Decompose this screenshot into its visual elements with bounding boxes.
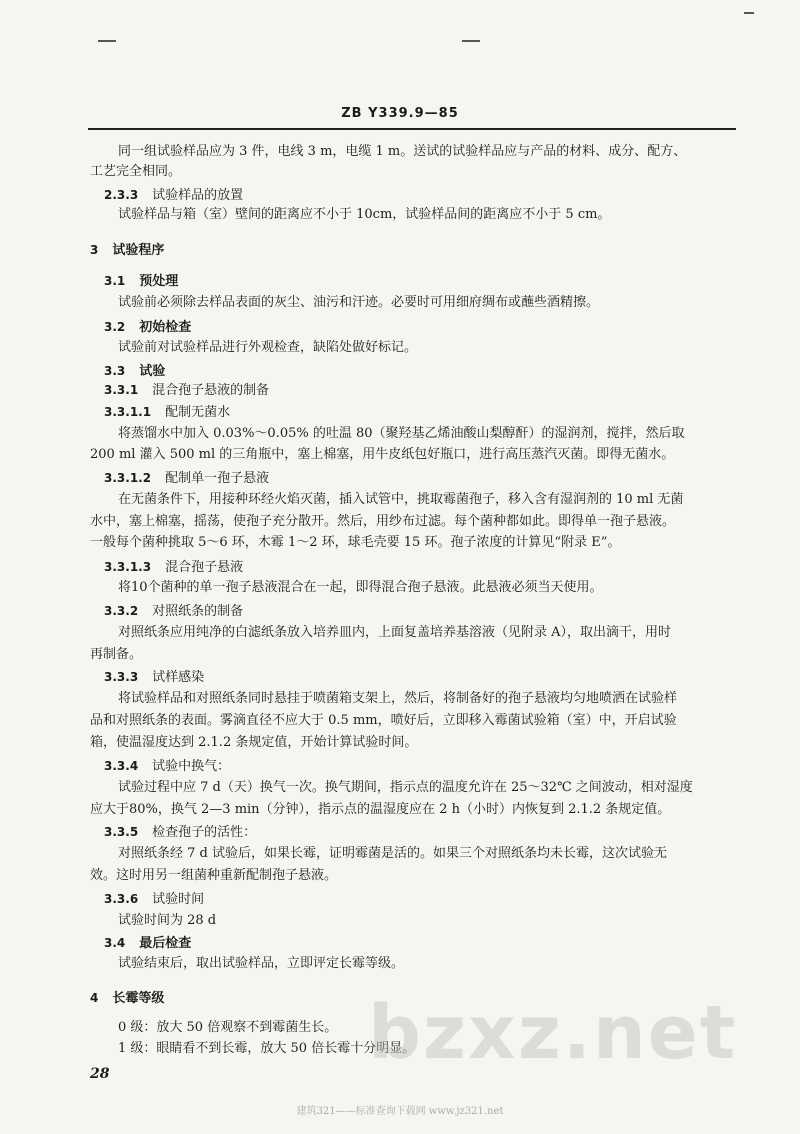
- section-heading: [104, 272, 178, 291]
- section-heading: [104, 469, 269, 488]
- section-heading: [104, 362, 165, 381]
- paragraph-line: 试验前对试验样品进行外观检查，缺陷处做好标记。: [118, 340, 418, 355]
- paragraph-line: 品和对照纸条的表面。雾滴直径不应大于 0.5 mm，喷好后，立即移入霉菌试验箱（室）中，开启试验: [90, 713, 677, 728]
- section-number: 3.4: [104, 936, 126, 950]
- section-number: 3.3.1.3: [104, 560, 152, 574]
- paragraph-line: 应大于80%，换气 2—3 min（分钟），指示点的温湿度应在 2 h（小时）内恢复到 2.1.2 条规定值。: [90, 802, 671, 817]
- section-number: 3.3.1.1: [104, 405, 152, 419]
- paragraph-line: 200 ml 灌入 500 ml 的三角瓶中，塞上棉塞，用牛皮纸包好瓶口，进行高压蒸汽灭菌。即得无菌水。: [90, 447, 675, 462]
- section-heading: [104, 403, 230, 422]
- section-number: 4: [90, 991, 99, 1005]
- scan-mark: [98, 40, 116, 42]
- paragraph-line: 将10个菌种的单一孢子悬液混合在一起，即得混合孢子悬液。此悬液必须当天使用。: [118, 580, 603, 595]
- section-heading: [104, 558, 243, 577]
- section-number: 3.3: [104, 364, 126, 378]
- section-title: 混合孢子悬液: [165, 560, 244, 575]
- standard-code-header: ZB Y339.9—85: [341, 106, 459, 121]
- section-heading: [104, 602, 243, 621]
- section-number: 3.3.1.2: [104, 471, 152, 485]
- paragraph-line: 在无菌条件下，用接种环经火焰灭菌，插入试管中，挑取霉菌孢子，移入含有湿润剂的 10 ml 无菌: [118, 492, 684, 507]
- paragraph-line: 0 级：放大 50 倍观察不到霉菌生长。: [118, 1020, 338, 1035]
- paragraph-line: 水中，塞上棉塞，摇荡，使孢子充分散开。然后，用纱布过滤。每个菌种都如此。即得单一孢子悬液。: [90, 514, 676, 529]
- section-title: 混合孢子悬液的制备: [152, 383, 270, 398]
- section-title: 最后检查: [139, 936, 192, 951]
- paragraph-line: 工艺完全相同。: [90, 164, 182, 179]
- paragraph-line: 一般每个菌种挑取 5～6 环，木霉 1～2 环，球毛壳要 15 环。孢子浓度的计算见“附录 E”。: [90, 535, 621, 550]
- section-heading: [104, 381, 269, 400]
- section-title: 试样感染: [152, 670, 205, 685]
- paragraph-line: 效。这时用另一组菌种重新配制孢子悬液。: [90, 868, 338, 883]
- section-number: 3.3.6: [104, 892, 139, 906]
- paragraph-line: 箱，使温湿度达到 2.1.2 条规定值，开始计算试验时间。: [90, 735, 418, 750]
- watermark: bzxz.net: [368, 990, 738, 1076]
- section-number: 3.3.1: [104, 383, 139, 397]
- section-number: 3.3.5: [104, 825, 139, 839]
- scan-mark: [462, 40, 480, 42]
- section-number: 2.3.3: [104, 188, 139, 202]
- paragraph-line: 试验过程中应 7 d（天）换气一次。换气期间，指示点的温度允许在 25～32℃ 之间波动，相对湿度: [118, 780, 693, 795]
- paragraph-line: 再制备。: [90, 647, 143, 662]
- section-heading: [90, 989, 164, 1008]
- section-number: 3: [90, 243, 99, 257]
- section-heading: [104, 934, 191, 953]
- section-title: 试验程序: [112, 243, 165, 258]
- paragraph-line: 将试验样品和对照纸条同时悬挂于喷菌箱支架上，然后，将制备好的孢子悬液均匀地喷洒在试验样: [118, 691, 678, 706]
- paragraph-line: 试验时间为 28 d: [118, 913, 217, 928]
- section-heading: [104, 757, 230, 776]
- section-heading: [104, 186, 243, 205]
- section-heading: [104, 823, 256, 842]
- paragraph-line: 试验前必须除去样品表面的灰尘、油污和汗迹。必要时可用细府绸布或蘸些酒精擦。: [118, 295, 600, 310]
- section-title: 对照纸条的制备: [152, 604, 244, 619]
- paragraph-line: 将蒸馏水中加入 0.03%～0.05% 的吐温 80（聚羟基乙烯油酸山梨醇酐）的湿润剂，搅拌，然后取: [118, 426, 685, 441]
- section-title: 配制单一孢子悬液: [165, 471, 270, 486]
- page-number: 28: [90, 1066, 110, 1082]
- paragraph-line: 对照纸条应用纯净的白滤纸条放入培养皿内，上面复盖培养基溶液（见附录 A），取出滴干，用时: [118, 625, 672, 640]
- paragraph-line: 试验结束后，取出试验样品，立即评定长霉等级。: [118, 956, 405, 971]
- section-title: 试验时间: [152, 892, 205, 907]
- section-title: 试验样品的放置: [152, 188, 244, 203]
- paragraph-line: 对照纸条经 7 d 试验后，如果长霉，证明霉菌是活的。如果三个对照纸条均未长霉，这次试验无: [118, 846, 667, 861]
- section-title: 长霉等级: [112, 991, 165, 1006]
- section-number: 3.3.4: [104, 759, 139, 773]
- paragraph-line: 同一组试验样品应为 3 件，电线 3 m，电缆 1 m。送试的试验样品应与产品的材料、成分、配方、: [118, 144, 687, 159]
- section-title: 试验中换气：: [152, 759, 231, 774]
- section-heading: [104, 668, 204, 687]
- footer-text: 建筑321——标准查询下载网 www.jz321.net: [296, 1106, 504, 1117]
- scan-mark: [744, 12, 754, 14]
- section-heading: [104, 318, 191, 337]
- section-number: 3.2: [104, 320, 126, 334]
- section-title: 初始检查: [139, 320, 192, 335]
- section-heading: [104, 890, 204, 909]
- section-number: 3.1: [104, 274, 126, 288]
- section-heading: [90, 241, 164, 260]
- section-number: 3.3.3: [104, 670, 139, 684]
- section-title: 预处理: [139, 274, 179, 289]
- header-rule: [88, 128, 736, 130]
- section-title: 试验: [139, 364, 166, 379]
- paragraph-line: 1 级：眼睛看不到长霉，放大 50 倍长霉十分明显。: [118, 1041, 416, 1056]
- section-title: 检查孢子的活性：: [152, 825, 257, 840]
- section-title: 配制无菌水: [165, 405, 231, 420]
- section-number: 3.3.2: [104, 604, 139, 618]
- paragraph-line: 试验样品与箱（室）壁间的距离应不小于 10cm，试验样品间的距离应不小于 5 cm。: [118, 207, 611, 222]
